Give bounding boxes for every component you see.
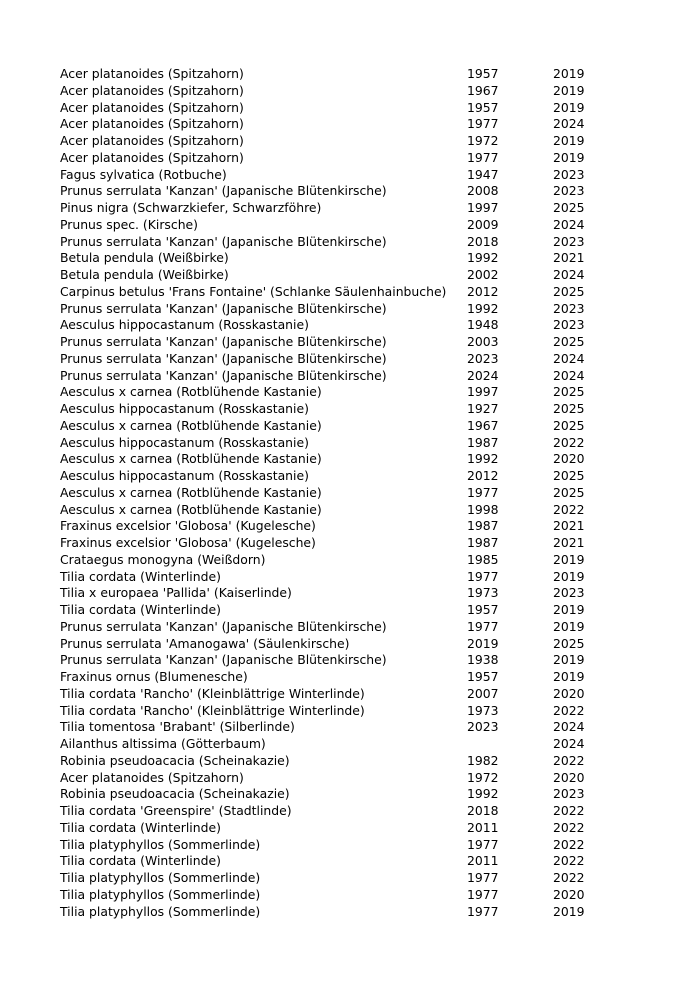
planted-year-cell: 2024 <box>467 367 499 383</box>
planted-year-cell: 2019 <box>467 635 499 651</box>
tree-name-cell: Tilia cordata (Winterlinde) <box>60 568 221 584</box>
planted-year-cell: 1948 <box>467 317 499 333</box>
record-year-cell: 2022 <box>553 702 585 718</box>
tree-name-cell: Robinia pseudoacacia (Scheinakazie) <box>60 786 290 802</box>
table-row <box>60 250 593 267</box>
record-year-cell: 2024 <box>553 736 585 751</box>
planted-year-cell: 1977 <box>467 484 499 500</box>
tree-name-cell: Betula pendula (Weißbirke) <box>60 250 229 266</box>
record-year-cell: 2021 <box>553 518 585 534</box>
record-year-cell: 2020 <box>553 769 585 785</box>
tree-name-cell: Acer platanoides (Spitzahorn) <box>60 99 244 115</box>
planted-year-cell: 1997 <box>467 384 499 400</box>
planted-year-cell: 2003 <box>467 334 499 349</box>
record-year-cell: 2021 <box>553 535 585 550</box>
record-year-cell: 2024 <box>553 267 585 282</box>
table-row <box>60 837 593 854</box>
planted-year-cell: 1992 <box>467 451 499 467</box>
table-row <box>60 753 593 770</box>
record-year-cell: 2025 <box>553 417 585 433</box>
record-year-cell: 2023 <box>553 183 585 199</box>
planted-year-cell: 2018 <box>467 803 499 818</box>
table-row <box>60 535 593 552</box>
record-year-cell: 2024 <box>553 116 585 132</box>
planted-year-cell: 1957 <box>467 66 499 81</box>
table-row <box>60 384 593 401</box>
table-row <box>60 150 593 167</box>
planted-year-cell: 1987 <box>467 535 499 550</box>
record-year-cell: 2019 <box>553 568 585 584</box>
table-row <box>60 468 593 485</box>
table-row <box>60 686 593 703</box>
record-year-cell: 2023 <box>553 166 585 182</box>
record-year-cell: 2022 <box>553 819 585 835</box>
planted-year-cell: 1967 <box>467 417 499 433</box>
planted-year-cell: 2008 <box>467 183 499 199</box>
record-year-cell: 2019 <box>553 551 585 567</box>
tree-name-cell: Tilia x europaea 'Pallida' (Kaiserlinde) <box>60 585 292 601</box>
table-row <box>60 853 593 870</box>
tree-name-cell: Prunus serrulata 'Kanzan' (Japanische Blütenkirsche) <box>60 233 387 249</box>
tree-name-cell: Ailanthus altissima (Götterbaum) <box>60 736 266 751</box>
record-year-cell: 2022 <box>553 836 585 852</box>
planted-year-cell: 2002 <box>467 267 499 282</box>
record-year-cell: 2025 <box>553 484 585 500</box>
tree-name-cell: Crataegus monogyna (Weißdorn) <box>60 551 266 567</box>
record-year-cell: 2024 <box>553 216 585 232</box>
planted-year-cell: 1947 <box>467 166 499 182</box>
table-row <box>60 820 593 837</box>
table-row <box>60 669 593 686</box>
record-year-cell: 2019 <box>553 669 585 684</box>
record-year-cell: 2025 <box>553 401 585 416</box>
tree-name-cell: Prunus serrulata 'Kanzan' (Japanische Blütenkirsche) <box>60 618 387 634</box>
tree-name-cell: Tilia platyphyllos (Sommerlinde) <box>60 903 261 919</box>
record-year-cell: 2023 <box>553 300 585 316</box>
table-row <box>60 435 593 452</box>
planted-year-cell: 1957 <box>467 99 499 115</box>
table-row <box>60 803 593 820</box>
table-row <box>60 602 593 619</box>
tree-name-cell: Tilia cordata 'Rancho' (Kleinblättrige Winterlinde) <box>60 702 365 718</box>
tree-name-cell: Aesculus hippocastanum (Rosskastanie) <box>60 317 309 333</box>
planted-year-cell: 1992 <box>467 786 499 802</box>
planted-year-cell: 1977 <box>467 870 499 885</box>
planted-year-cell: 1977 <box>467 149 499 165</box>
record-year-cell: 2023 <box>553 233 585 249</box>
table-row <box>60 301 593 318</box>
table-row <box>60 904 593 921</box>
tree-name-cell: Prunus serrulata 'Amanogawa' (Säulenkirsche) <box>60 635 350 651</box>
record-year-cell: 2023 <box>553 786 585 802</box>
planted-year-cell: 1998 <box>467 501 499 517</box>
table-row <box>60 619 593 636</box>
tree-name-cell: Aesculus hippocastanum (Rosskastanie) <box>60 401 309 416</box>
planted-year-cell: 2009 <box>467 216 499 232</box>
planted-year-cell: 1927 <box>467 401 499 416</box>
tree-name-cell: Prunus spec. (Kirsche) <box>60 216 199 232</box>
table-row <box>60 284 593 301</box>
table-row <box>60 133 593 150</box>
table-row <box>60 552 593 569</box>
tree-name-cell: Tilia cordata 'Greenspire' (Stadtlinde) <box>60 803 292 818</box>
table-row <box>60 770 593 787</box>
record-year-cell: 2019 <box>553 652 585 668</box>
tree-name-cell: Fagus sylvatica (Rotbuche) <box>60 166 227 182</box>
tree-name-cell: Tilia tomentosa 'Brabant' (Silberlinde) <box>60 719 295 735</box>
planted-year-cell: 1985 <box>467 551 499 567</box>
table-row <box>60 652 593 669</box>
planted-year-cell: 1997 <box>467 200 499 215</box>
record-year-cell: 2025 <box>553 334 585 349</box>
table-row <box>60 234 593 251</box>
planted-year-cell: 1977 <box>467 618 499 634</box>
table-row <box>60 100 593 117</box>
record-year-cell: 2022 <box>553 501 585 517</box>
table-row <box>60 518 593 535</box>
planted-year-cell: 2023 <box>467 350 499 366</box>
tree-name-cell: Prunus serrulata 'Kanzan' (Japanische Blütenkirsche) <box>60 334 387 349</box>
table-row <box>60 217 593 234</box>
table-row <box>60 636 593 653</box>
table-row <box>60 451 593 468</box>
tree-name-cell: Prunus serrulata 'Kanzan' (Japanische Blütenkirsche) <box>60 300 387 316</box>
record-year-cell: 2024 <box>553 719 585 735</box>
table-row <box>60 585 593 602</box>
tree-name-cell: Prunus serrulata 'Kanzan' (Japanische Blütenkirsche) <box>60 183 387 199</box>
table-row <box>60 736 593 753</box>
table-row <box>60 485 593 502</box>
tree-name-cell: Aesculus hippocastanum (Rosskastanie) <box>60 468 309 483</box>
tree-name-cell: Acer platanoides (Spitzahorn) <box>60 82 244 98</box>
planted-year-cell: 1957 <box>467 669 499 684</box>
record-year-cell: 2019 <box>553 618 585 634</box>
tree-name-cell: Acer platanoides (Spitzahorn) <box>60 769 244 785</box>
record-year-cell: 2022 <box>553 803 585 818</box>
tree-name-cell: Carpinus betulus 'Frans Fontaine' (Schlanke Säulenhainbuche) <box>60 283 447 299</box>
table-row <box>60 317 593 334</box>
planted-year-cell: 2011 <box>467 853 499 869</box>
table-row <box>60 351 593 368</box>
table-row <box>60 870 593 887</box>
record-year-cell: 2025 <box>553 635 585 651</box>
tree-name-cell: Aesculus hippocastanum (Rosskastanie) <box>60 434 309 450</box>
record-year-cell: 2020 <box>553 451 585 467</box>
record-year-cell: 2023 <box>553 317 585 333</box>
tree-name-cell: Acer platanoides (Spitzahorn) <box>60 66 244 81</box>
record-year-cell: 2020 <box>553 685 585 701</box>
planted-year-cell: 2012 <box>467 468 499 483</box>
tree-name-cell: Fraxinus excelsior 'Globosa' (Kugelesche) <box>60 535 316 550</box>
tree-table <box>60 66 593 920</box>
record-year-cell: 2025 <box>553 468 585 483</box>
tree-name-cell: Aesculus x carnea (Rotblühende Kastanie) <box>60 451 322 467</box>
record-year-cell: 2024 <box>553 350 585 366</box>
tree-name-cell: Acer platanoides (Spitzahorn) <box>60 149 244 165</box>
tree-name-cell: Tilia cordata 'Rancho' (Kleinblättrige Winterlinde) <box>60 685 365 701</box>
tree-name-cell: Tilia cordata (Winterlinde) <box>60 602 221 617</box>
tree-name-cell: Prunus serrulata 'Kanzan' (Japanische Blütenkirsche) <box>60 350 387 366</box>
record-year-cell: 2019 <box>553 602 585 617</box>
planted-year-cell: 1987 <box>467 518 499 534</box>
planted-year-cell <box>467 736 553 753</box>
tree-name-cell: Aesculus x carnea (Rotblühende Kastanie) <box>60 484 322 500</box>
tree-name-cell: Robinia pseudoacacia (Scheinakazie) <box>60 752 290 768</box>
table-row <box>60 116 593 133</box>
planted-year-cell: 2011 <box>467 819 499 835</box>
record-year-cell: 2025 <box>553 384 585 400</box>
record-year-cell: 2025 <box>553 283 585 299</box>
tree-name-cell: Prunus serrulata 'Kanzan' (Japanische Blütenkirsche) <box>60 652 387 668</box>
record-year-cell: 2023 <box>553 585 585 601</box>
tree-name-cell: Prunus serrulata 'Kanzan' (Japanische Blütenkirsche) <box>60 367 387 383</box>
table-row <box>60 719 593 736</box>
record-year-cell: 2022 <box>553 853 585 869</box>
table-row <box>60 502 593 519</box>
record-year-cell: 2025 <box>553 200 585 215</box>
tree-name-cell: Tilia platyphyllos (Sommerlinde) <box>60 836 261 852</box>
table-row <box>60 200 593 217</box>
planted-year-cell: 1992 <box>467 250 499 266</box>
planted-year-cell: 1967 <box>467 82 499 98</box>
planted-year-cell: 1987 <box>467 434 499 450</box>
planted-year-cell: 1938 <box>467 652 499 668</box>
planted-year-cell: 2023 <box>467 719 499 735</box>
table-row <box>60 334 593 351</box>
planted-year-cell: 1977 <box>467 116 499 132</box>
tree-name-cell: Acer platanoides (Spitzahorn) <box>60 116 244 132</box>
tree-name-cell: Tilia cordata (Winterlinde) <box>60 853 221 869</box>
planted-year-cell: 2012 <box>467 283 499 299</box>
table-row <box>60 786 593 803</box>
tree-name-cell: Tilia platyphyllos (Sommerlinde) <box>60 886 261 902</box>
tree-name-cell: Fraxinus ornus (Blumenesche) <box>60 669 248 684</box>
planted-year-cell: 1977 <box>467 836 499 852</box>
record-year-cell: 2022 <box>553 752 585 768</box>
record-year-cell: 2022 <box>553 434 585 450</box>
table-row <box>60 183 593 200</box>
table-row <box>60 83 593 100</box>
planted-year-cell: 1973 <box>467 702 499 718</box>
planted-year-cell: 1977 <box>467 903 499 919</box>
table-row <box>60 167 593 184</box>
table-row <box>60 401 593 418</box>
tree-name-cell: Aesculus x carnea (Rotblühende Kastanie) <box>60 417 322 433</box>
tree-name-cell: Fraxinus excelsior 'Globosa' (Kugelesche) <box>60 518 316 534</box>
table-row <box>60 418 593 435</box>
planted-year-cell: 1957 <box>467 602 499 617</box>
planted-year-cell: 1973 <box>467 585 499 601</box>
tree-name-cell: Pinus nigra (Schwarzkiefer, Schwarzföhre) <box>60 200 322 215</box>
planted-year-cell: 1977 <box>467 886 499 902</box>
table-row <box>60 66 593 83</box>
tree-name-cell: Aesculus x carnea (Rotblühende Kastanie) <box>60 384 322 400</box>
record-year-cell: 2019 <box>553 903 585 919</box>
table-row <box>60 569 593 586</box>
tree-name-cell: Tilia cordata (Winterlinde) <box>60 819 221 835</box>
planted-year-cell: 1972 <box>467 133 499 148</box>
planted-year-cell: 1972 <box>467 769 499 785</box>
planted-year-cell: 2018 <box>467 233 499 249</box>
tree-name-cell: Tilia platyphyllos (Sommerlinde) <box>60 870 261 885</box>
tree-name-cell: Aesculus x carnea (Rotblühende Kastanie) <box>60 501 322 517</box>
table-row <box>60 267 593 284</box>
planted-year-cell: 1977 <box>467 568 499 584</box>
record-year-cell: 2019 <box>553 149 585 165</box>
record-year-cell: 2019 <box>553 133 585 148</box>
tree-name-cell: Acer platanoides (Spitzahorn) <box>60 133 244 148</box>
record-year-cell: 2022 <box>553 870 585 885</box>
planted-year-cell: 1992 <box>467 300 499 316</box>
table-row <box>60 887 593 904</box>
planted-year-cell: 2007 <box>467 685 499 701</box>
record-year-cell: 2019 <box>553 99 585 115</box>
table-row <box>60 703 593 720</box>
tree-name-cell: Betula pendula (Weißbirke) <box>60 267 229 282</box>
record-year-cell: 2021 <box>553 250 585 266</box>
record-year-cell: 2019 <box>553 82 585 98</box>
tree-table-body <box>60 66 593 920</box>
planted-year-cell: 1982 <box>467 752 499 768</box>
record-year-cell: 2019 <box>553 66 585 81</box>
record-year-cell: 2020 <box>553 886 585 902</box>
record-year-cell: 2024 <box>553 367 585 383</box>
table-row <box>60 368 593 385</box>
